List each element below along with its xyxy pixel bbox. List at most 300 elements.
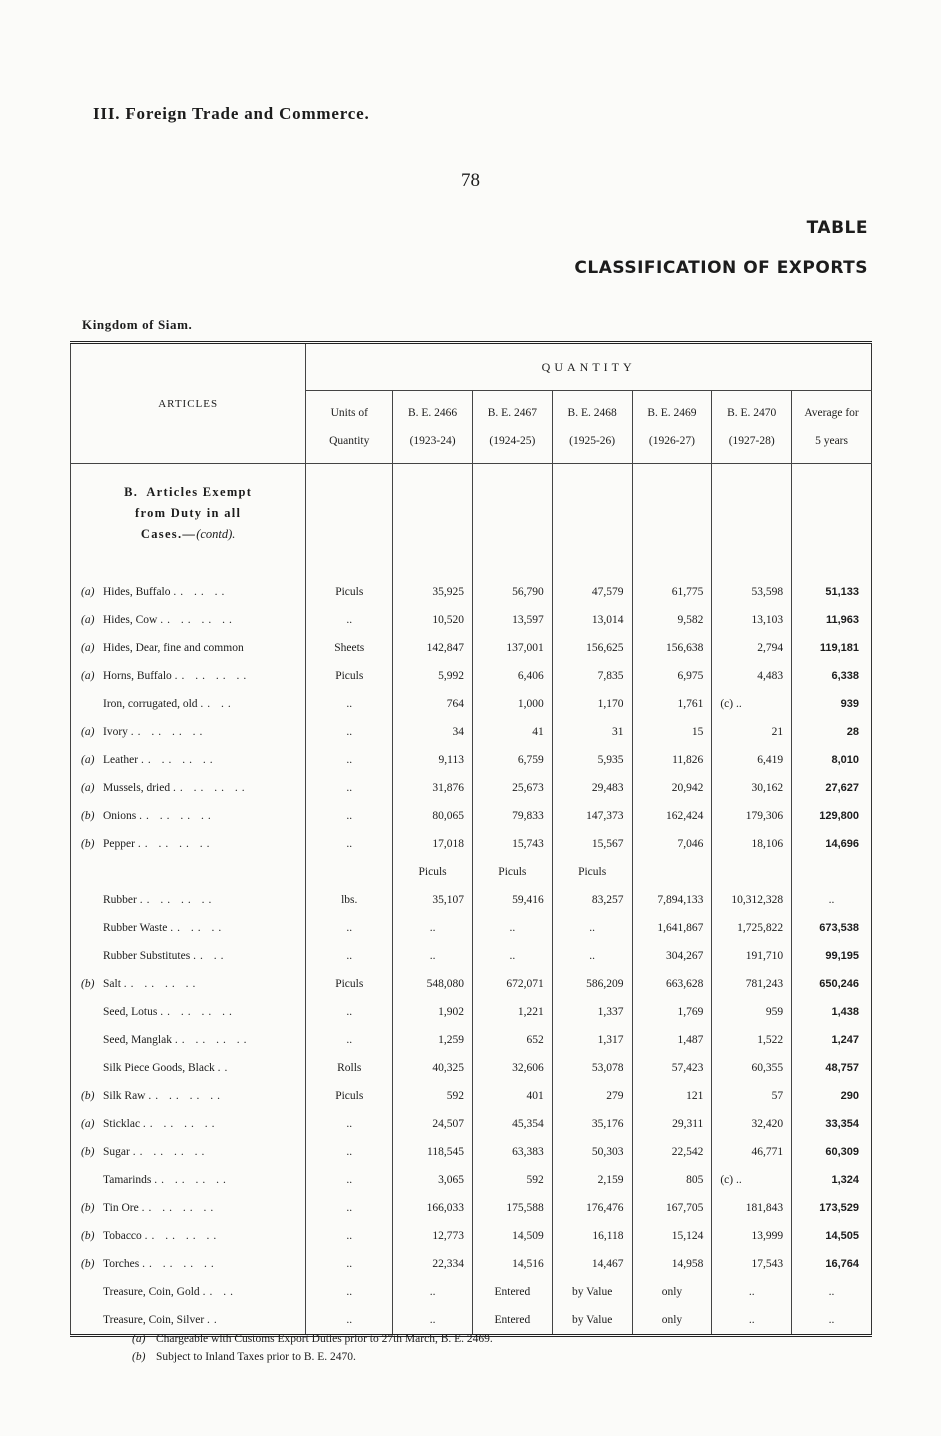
- article-cell: [71, 1250, 306, 1278]
- unit-cell: ..: [306, 718, 393, 746]
- kingdom-label: Kingdom of Siam.: [82, 317, 193, 332]
- quantity-cell: 7,046: [632, 830, 712, 858]
- quantity-cell: 56,790: [472, 578, 552, 606]
- quantity-cell: 35,176: [552, 1110, 632, 1138]
- quantity-cell: 22,334: [393, 1250, 473, 1278]
- section-title: III. Foreign Trade and Commerce.: [93, 104, 370, 123]
- unit-cell: ..: [306, 942, 393, 970]
- average-cell: 129,800: [792, 802, 872, 830]
- quantity-cell: 18,106: [712, 830, 792, 858]
- average-cell: ..: [792, 1278, 872, 1306]
- quantity-cell: 548,080: [393, 970, 473, 998]
- average-cell: 8,010: [792, 746, 872, 774]
- quantity-cell: 29,483: [552, 774, 632, 802]
- quantity-cell: ..: [393, 942, 473, 970]
- column-header-line2: (1925-26): [569, 435, 616, 447]
- average-cell: 27,627: [792, 774, 872, 802]
- quantity-cell: 176,476: [552, 1194, 632, 1222]
- quantity-cell: 672,071: [472, 970, 552, 998]
- quantity-cell: 20,942: [632, 774, 712, 802]
- quantity-cell: Entered: [472, 1306, 552, 1336]
- column-header: [393, 391, 473, 464]
- quantity-cell: 592: [393, 1082, 473, 1110]
- article-name: Hides, Cow: [103, 614, 158, 626]
- column-header-line1: Average for: [804, 407, 859, 419]
- article-name: Silk Piece Goods, Black: [103, 1062, 215, 1074]
- quantity-cell: 13,103: [712, 606, 792, 634]
- table-row: [71, 1082, 872, 1110]
- article-name: Mussels, dried: [103, 782, 171, 794]
- unit-cell: ..: [306, 1306, 393, 1336]
- article-cell: [71, 1278, 306, 1306]
- quantity-cell: 401: [472, 1082, 552, 1110]
- column-header: [632, 391, 712, 464]
- article-cell: [71, 1026, 306, 1054]
- unit-cell: ..: [306, 1026, 393, 1054]
- quantity-cell: 181,843: [712, 1194, 792, 1222]
- footnote-c-value: (c) ..: [720, 1174, 742, 1186]
- leader-dots: .. ..: [193, 950, 228, 962]
- quantity-cell: 6,406: [472, 662, 552, 690]
- quantity-cell: 6,759: [472, 746, 552, 774]
- unit-cell: ..: [306, 914, 393, 942]
- quantity-cell: 59,416: [472, 886, 552, 914]
- quantity-cell: 21: [712, 718, 792, 746]
- quantity-cell: 16,118: [552, 1222, 632, 1250]
- leader-dots: .. .. .. ..: [174, 1034, 251, 1046]
- quantity-cell: 11,826: [632, 746, 712, 774]
- table-row: [71, 914, 872, 942]
- quantity-cell: ..: [712, 1278, 792, 1306]
- footnote-mark: (b): [81, 1146, 95, 1158]
- quantity-cell: 63,383: [472, 1138, 552, 1166]
- column-header-line2: (1927-28): [728, 435, 775, 447]
- empty-cell: [632, 858, 712, 886]
- table-row: [71, 942, 872, 970]
- column-header-line2: (1926-27): [648, 435, 695, 447]
- leader-dots: .. ..: [200, 698, 235, 710]
- article-cell: [71, 802, 306, 830]
- article-cell: [71, 1222, 306, 1250]
- article-cell: [71, 1110, 306, 1138]
- quantity-cell: 156,625: [552, 634, 632, 662]
- average-cell: 60,309: [792, 1138, 872, 1166]
- article-name: Treasure, Coin, Gold: [103, 1286, 200, 1298]
- leader-dots: .. .. .. ..: [160, 1006, 236, 1018]
- article-cell: [71, 690, 306, 718]
- table-row: [71, 1054, 872, 1082]
- quantity-cell: ..: [393, 1278, 473, 1306]
- quantity-cell: 29,311: [632, 1110, 712, 1138]
- leader-dots: .. .. .. ..: [142, 1258, 218, 1270]
- quantity-cell: by Value: [552, 1306, 632, 1336]
- section-heading: [71, 464, 306, 579]
- unit-cell: ..: [306, 1278, 393, 1306]
- article-name: Leather: [103, 754, 139, 766]
- unit-cell: Sheets: [306, 634, 393, 662]
- quantity-cell: 50,303: [552, 1138, 632, 1166]
- article-name: Torches: [103, 1258, 140, 1270]
- article-cell-empty: [71, 858, 306, 886]
- table-row: [71, 1222, 872, 1250]
- article-name: Hides, Buffalo: [103, 586, 171, 598]
- column-header-line2: (1924-25): [489, 435, 536, 447]
- article-cell: [71, 578, 306, 606]
- quantity-cell: 17,018: [393, 830, 473, 858]
- average-cell: 119,181: [792, 634, 872, 662]
- quantity-cell: 191,710: [712, 942, 792, 970]
- quantity-cell: 31: [552, 718, 632, 746]
- quantity-cell: 60,355: [712, 1054, 792, 1082]
- quantity-cell: 24,507: [393, 1110, 473, 1138]
- article-cell: [71, 942, 306, 970]
- unit-cell: ..: [306, 998, 393, 1026]
- table-row: [71, 802, 872, 830]
- section-contd: (contd).: [196, 527, 236, 541]
- footnote-mark: (b): [81, 810, 95, 822]
- quantity-cell: 4,483: [712, 662, 792, 690]
- articles-heading: ARTICLES: [71, 343, 306, 464]
- quantity-cell: only: [632, 1306, 712, 1336]
- quantity-cell: 10,520: [393, 606, 473, 634]
- table-row: [71, 886, 872, 914]
- quantity-cell: 1,221: [472, 998, 552, 1026]
- section-title-line1: Articles Exempt: [146, 485, 253, 499]
- table-body: [71, 464, 872, 1336]
- unit-label-row: [71, 858, 872, 886]
- quantity-cell: ..: [472, 942, 552, 970]
- quantity-cell: 1,902: [393, 998, 473, 1026]
- quantity-cell: 30,162: [712, 774, 792, 802]
- quantity-cell: 12,773: [393, 1222, 473, 1250]
- quantity-cell: 1,170: [552, 690, 632, 718]
- quantity-cell: 14,958: [632, 1250, 712, 1278]
- leader-dots: .. .. .. ..: [174, 670, 251, 682]
- article-cell: [71, 1138, 306, 1166]
- leader-dots: .. .. .. ..: [160, 614, 236, 626]
- leader-dots: .. .. .. ..: [130, 726, 207, 738]
- quantity-cell: 83,257: [552, 886, 632, 914]
- unit-cell: ..: [306, 1194, 393, 1222]
- article-cell: [71, 718, 306, 746]
- leader-dots: .. .. ..: [170, 922, 226, 934]
- article-name: Seed, Lotus: [103, 1006, 158, 1018]
- table-row: [71, 718, 872, 746]
- article-name: Iron, corrugated, old: [103, 698, 198, 710]
- quantity-cell: 34: [393, 718, 473, 746]
- article-cell: [71, 1194, 306, 1222]
- quantity-cell: 53,078: [552, 1054, 632, 1082]
- quantity-cell: 15,124: [632, 1222, 712, 1250]
- footnote-mark: (a): [81, 754, 95, 766]
- article-name: Seed, Manglak: [103, 1034, 172, 1046]
- article-cell: [71, 634, 306, 662]
- quantity-cell: 14,516: [472, 1250, 552, 1278]
- quantity-cell: 1,641,867: [632, 914, 712, 942]
- leader-dots: .. .. .. ..: [141, 1202, 218, 1214]
- leader-dots: .. .. .. ..: [142, 1118, 219, 1130]
- column-header: [472, 391, 552, 464]
- quantity-cell: 167,705: [632, 1194, 712, 1222]
- quantity-cell: 6,419: [712, 746, 792, 774]
- average-cell: 1,247: [792, 1026, 872, 1054]
- quantity-cell: 13,597: [472, 606, 552, 634]
- unit-cell: Piculs: [306, 970, 393, 998]
- quantity-cell: ..: [393, 1306, 473, 1336]
- quantity-cell: ..: [552, 914, 632, 942]
- quantity-cell: 10,312,328: [712, 886, 792, 914]
- quantity-cell: Entered: [472, 1278, 552, 1306]
- unit-label-cell: Piculs: [393, 858, 473, 886]
- quantity-cell: ..: [712, 1306, 792, 1336]
- article-cell: [71, 886, 306, 914]
- section-title-line3: Cases.—: [140, 527, 197, 541]
- quantity-cell: 959: [712, 998, 792, 1026]
- footnotes: [132, 1330, 493, 1366]
- unit-cell-empty: [306, 858, 393, 886]
- quantity-cell: 41: [472, 718, 552, 746]
- quantity-cell: 7,835: [552, 662, 632, 690]
- quantity-cell: 3,065: [393, 1166, 473, 1194]
- column-header: [306, 391, 393, 464]
- quantity-cell: 9,582: [632, 606, 712, 634]
- quantity-cell: 9,113: [393, 746, 473, 774]
- column-header-line1: B. E. 2470: [727, 407, 777, 419]
- empty-cell: [712, 858, 792, 886]
- quantity-cell: 1,769: [632, 998, 712, 1026]
- section-title-line2: from Duty in all: [134, 506, 242, 520]
- unit-cell: ..: [306, 1250, 393, 1278]
- quantity-cell: 1,522: [712, 1026, 792, 1054]
- article-cell: [71, 662, 306, 690]
- unit-cell: ..: [306, 802, 393, 830]
- footnote-mark: (a): [132, 1333, 146, 1345]
- column-header-line2: Quantity: [329, 435, 370, 447]
- table-row: [71, 830, 872, 858]
- quantity-cell: 35,925: [393, 578, 473, 606]
- article-cell: [71, 998, 306, 1026]
- quantity-cell: ..: [552, 942, 632, 970]
- unit-cell: ..: [306, 690, 393, 718]
- quantity-cell: 663,628: [632, 970, 712, 998]
- unit-cell: ..: [306, 746, 393, 774]
- quantity-cell: 47,579: [552, 578, 632, 606]
- leader-dots: .. .. .. ..: [139, 810, 215, 822]
- quantity-cell: ..: [472, 914, 552, 942]
- quantity-cell: 1,487: [632, 1026, 712, 1054]
- article-cell: [71, 914, 306, 942]
- footnote-mark: (a): [81, 726, 95, 738]
- unit-cell: ..: [306, 830, 393, 858]
- leader-dots: .. .. .. ..: [137, 838, 214, 850]
- quantity-cell: 156,638: [632, 634, 712, 662]
- quantity-cell: 137,001: [472, 634, 552, 662]
- leader-dots: ..: [217, 1062, 232, 1074]
- unit-cell: ..: [306, 774, 393, 802]
- footnote-mark: (b): [81, 1230, 95, 1242]
- column-header-line1: B. E. 2466: [407, 407, 458, 419]
- table-row: [71, 970, 872, 998]
- leader-dots: .. .. .. ..: [148, 1090, 224, 1102]
- quantity-cell: 781,243: [712, 970, 792, 998]
- article-name: Silk Raw: [103, 1090, 146, 1102]
- average-cell: 1,438: [792, 998, 872, 1026]
- footnote-mark: (b): [81, 978, 95, 990]
- table-row: [71, 1250, 872, 1278]
- average-cell: 14,505: [792, 1222, 872, 1250]
- quantity-cell: 57,423: [632, 1054, 712, 1082]
- leader-dots: .. .. .. ..: [144, 1230, 221, 1242]
- leader-dots: .. .. .. ..: [123, 978, 200, 990]
- unit-label-cell: Piculs: [472, 858, 552, 886]
- unit-cell: Piculs: [306, 662, 393, 690]
- quantity-cell: 166,033: [393, 1194, 473, 1222]
- column-header-line1: B. E. 2469: [647, 407, 697, 419]
- unit-cell: ..: [306, 606, 393, 634]
- unit-cell: Piculs: [306, 578, 393, 606]
- article-name: Rubber Waste: [103, 922, 168, 934]
- quantity-cell: 304,267: [632, 942, 712, 970]
- quantity-cell: 1,725,822: [712, 914, 792, 942]
- article-cell: [71, 774, 306, 802]
- exports-table: [70, 341, 872, 1337]
- unit-cell: ..: [306, 1110, 393, 1138]
- footnote-mark: (b): [81, 1258, 95, 1270]
- table-row: [71, 1110, 872, 1138]
- average-cell: 939: [792, 690, 872, 718]
- average-cell: 173,529: [792, 1194, 872, 1222]
- footnote-mark: (b): [81, 1090, 95, 1102]
- quantity-cell: 118,545: [393, 1138, 473, 1166]
- footnote-mark: (a): [81, 1118, 95, 1130]
- quantity-cell: 142,847: [393, 634, 473, 662]
- quantity-cell: 147,373: [552, 802, 632, 830]
- quantity-cell: 764: [393, 690, 473, 718]
- article-cell: [71, 1054, 306, 1082]
- unit-cell: Rolls: [306, 1054, 393, 1082]
- article-name: Onions: [103, 810, 137, 822]
- footnote-text: Chargeable with Customs Export Duties prior to 27th March, B. E. 2469.: [156, 1333, 493, 1345]
- quantity-cell: 1,337: [552, 998, 632, 1026]
- footnote-c-value: (c) ..: [720, 698, 742, 710]
- quantity-cell: 15,743: [472, 830, 552, 858]
- quantity-cell: 25,673: [472, 774, 552, 802]
- article-name: Treasure, Coin, Silver: [103, 1314, 205, 1326]
- table-row: [71, 690, 872, 718]
- leader-dots: .. .. ..: [173, 586, 229, 598]
- column-header: [552, 391, 632, 464]
- average-cell: 14,696: [792, 830, 872, 858]
- article-name: Ivory: [103, 726, 128, 738]
- footnote-mark: (b): [132, 1351, 146, 1363]
- table-row: [71, 746, 872, 774]
- article-name: Sugar: [103, 1146, 130, 1158]
- footnote: [132, 1348, 493, 1366]
- article-name: Pepper: [103, 838, 135, 850]
- footnote-mark: (a): [81, 782, 95, 794]
- footnote-mark: (a): [81, 642, 95, 654]
- leader-dots: .. .. .. ..: [141, 754, 217, 766]
- footnote: [132, 1330, 493, 1348]
- quantity-cell: [712, 690, 792, 718]
- quantity-cell: 35,107: [393, 886, 473, 914]
- quantity-cell: 586,209: [552, 970, 632, 998]
- quantity-cell: 121: [632, 1082, 712, 1110]
- table-row: [71, 774, 872, 802]
- unit-label-cell: Piculs: [552, 858, 632, 886]
- table-row: [71, 578, 872, 606]
- quantity-cell: [712, 1166, 792, 1194]
- average-cell: ..: [792, 886, 872, 914]
- column-header-line2: (1923-24): [409, 435, 456, 447]
- footnote-mark: (b): [81, 1202, 95, 1214]
- table-row: [71, 662, 872, 690]
- article-cell: [71, 746, 306, 774]
- average-cell: 1,324: [792, 1166, 872, 1194]
- article-name: Tin Ore: [103, 1202, 139, 1214]
- quantity-cell: 15: [632, 718, 712, 746]
- page-number: 78: [461, 170, 480, 191]
- quantity-cell: 1,317: [552, 1026, 632, 1054]
- quantity-cell: 79,833: [472, 802, 552, 830]
- table-row: [71, 1026, 872, 1054]
- average-cell: 6,338: [792, 662, 872, 690]
- unit-cell: ..: [306, 1222, 393, 1250]
- leader-dots: .. .. .. ..: [132, 1146, 209, 1158]
- article-name: Tobacco: [103, 1230, 142, 1242]
- quantity-cell: 592: [472, 1166, 552, 1194]
- table-row: [71, 998, 872, 1026]
- classification-title: CLASSIFICATION OF EXPORTS: [574, 258, 868, 278]
- average-cell: 16,764: [792, 1250, 872, 1278]
- footnote-mark: (a): [81, 670, 95, 682]
- quantity-cell: 1,000: [472, 690, 552, 718]
- column-header-line1: B. E. 2468: [567, 407, 617, 419]
- table-row: [71, 1138, 872, 1166]
- unit-cell: lbs.: [306, 886, 393, 914]
- article-name: Sticklac: [103, 1118, 141, 1130]
- quantity-cell: 14,467: [552, 1250, 632, 1278]
- table-label: TABLE: [806, 218, 868, 238]
- quantity-cell: 2,794: [712, 634, 792, 662]
- average-cell: 28: [792, 718, 872, 746]
- average-cell: 51,133: [792, 578, 872, 606]
- unit-cell: ..: [306, 1166, 393, 1194]
- quantity-cell: 15,567: [552, 830, 632, 858]
- quantity-cell: 6,975: [632, 662, 712, 690]
- quantity-cell: 13,014: [552, 606, 632, 634]
- quantity-cell: 1,761: [632, 690, 712, 718]
- table-row: [71, 606, 872, 634]
- quantity-cell: by Value: [552, 1278, 632, 1306]
- quantity-cell: 5,992: [393, 662, 473, 690]
- table-row: [71, 1194, 872, 1222]
- quantity-cell: 162,424: [632, 802, 712, 830]
- average-cell: 650,246: [792, 970, 872, 998]
- unit-cell: Piculs: [306, 1082, 393, 1110]
- column-header: [712, 391, 792, 464]
- empty-cell: [792, 858, 872, 886]
- column-header-line2: 5 years: [815, 435, 848, 447]
- footnote-mark: (b): [81, 838, 95, 850]
- quantity-cell: 80,065: [393, 802, 473, 830]
- quantity-cell: 7,894,133: [632, 886, 712, 914]
- average-cell: 48,757: [792, 1054, 872, 1082]
- article-cell: [71, 830, 306, 858]
- article-name: Salt: [103, 978, 121, 990]
- average-cell: 673,538: [792, 914, 872, 942]
- article-cell: [71, 1082, 306, 1110]
